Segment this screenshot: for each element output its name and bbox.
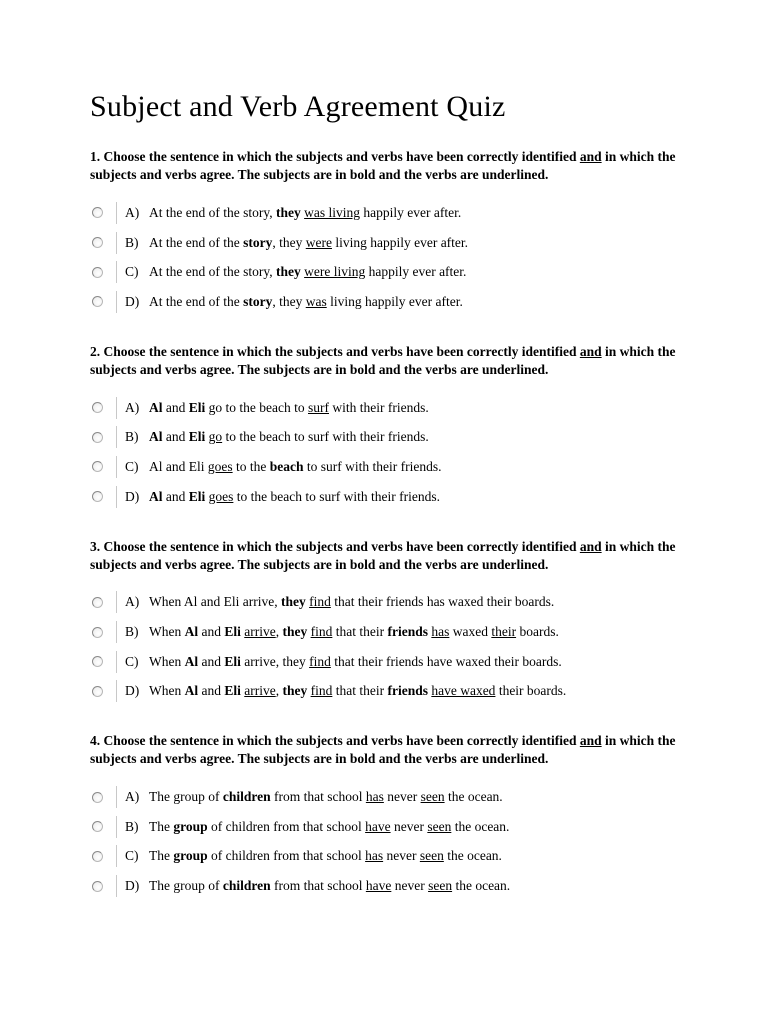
option-divider: [116, 202, 117, 224]
answer-option[interactable]: [90, 677, 708, 707]
option-text-segment: to the beach to surf with their friends.: [222, 429, 429, 445]
prompt-text: 3. Choose the sentence in which the subjects and verbs have been correctly identified: [90, 538, 580, 554]
subject-bold: they: [282, 624, 308, 640]
radio-button-icon[interactable]: [92, 597, 103, 608]
answer-option[interactable]: [90, 842, 708, 872]
verb-underlined: was living: [304, 204, 360, 220]
option-divider: [116, 845, 117, 867]
option-divider: [116, 232, 117, 254]
option-divider: [116, 651, 117, 673]
question-prompt: [90, 538, 708, 574]
prompt-text: in which the subjects and verbs agree. The subjects are in bold and the verbs are underlined.: [90, 343, 676, 377]
option-text-segment: boards.: [516, 624, 559, 640]
option-letter: A): [125, 204, 140, 220]
answer-option[interactable]: [90, 647, 708, 677]
answer-option[interactable]: [90, 588, 708, 618]
option-text: [149, 263, 466, 281]
subject-bold: Eli: [224, 624, 241, 640]
option-text-segment: that their: [332, 624, 388, 640]
option-divider: [116, 261, 117, 283]
prompt-text: in which the subjects and verbs agree. The subjects are in bold and the verbs are underlined.: [90, 733, 676, 767]
verb-underlined: arrive: [244, 624, 276, 640]
answer-option[interactable]: [90, 782, 708, 812]
question-prompt: [90, 148, 708, 184]
prompt-text: 2. Choose the sentence in which the subjects and verbs have been correctly identified: [90, 343, 580, 359]
verb-underlined: seen: [419, 848, 444, 864]
option-text-segment: living happily ever after.: [331, 234, 469, 250]
subject-bold: story: [243, 293, 273, 309]
option-text: [149, 204, 461, 222]
answer-option[interactable]: [90, 812, 708, 842]
answer-option[interactable]: [90, 228, 708, 258]
option-text: [149, 399, 429, 417]
subject-bold: Al: [149, 429, 163, 445]
radio-button-icon[interactable]: [92, 627, 103, 638]
subject-bold: beach: [269, 458, 304, 474]
option-text-segment: from that school: [270, 878, 366, 894]
option-text-segment: that their friends have waxed their boards.: [330, 653, 562, 669]
radio-button-icon[interactable]: [92, 851, 103, 862]
subject-bold: Al: [149, 399, 163, 415]
verb-underlined: arrive: [244, 683, 276, 699]
verb-underlined: seen: [428, 878, 453, 894]
option-text-segment: that their: [332, 683, 388, 699]
option-text-segment: of children from that school: [207, 818, 366, 834]
subject-bold: Eli: [188, 429, 206, 445]
subject-bold: Al: [184, 653, 199, 669]
option-divider: [116, 456, 117, 478]
option-text-segment: the ocean.: [444, 789, 503, 805]
question-2: [90, 343, 708, 512]
verb-underlined: has: [365, 789, 384, 805]
answer-options: [90, 393, 708, 512]
subject-bold: Eli: [188, 488, 206, 504]
verb-underlined: were: [305, 234, 332, 250]
prompt-underlined-word: and: [579, 733, 602, 749]
subject-bold: Al: [149, 488, 163, 504]
option-text-segment: from that school: [270, 789, 366, 805]
radio-button-icon[interactable]: [92, 207, 103, 218]
option-letter: D): [125, 293, 140, 309]
verb-underlined: have: [365, 818, 391, 834]
option-text: [149, 682, 566, 700]
question-list: [90, 148, 708, 901]
option-text: [149, 293, 463, 311]
option-text-segment: go to the beach to: [205, 399, 308, 415]
radio-button-icon[interactable]: [92, 432, 103, 443]
option-text-segment: living happily ever after.: [326, 293, 463, 309]
option-text-segment: the ocean.: [452, 878, 511, 894]
verb-underlined: has: [365, 848, 384, 864]
radio-button-icon[interactable]: [92, 402, 103, 413]
verb-underlined: was: [305, 293, 327, 309]
question-1: [90, 148, 708, 317]
radio-button-icon[interactable]: [92, 656, 103, 667]
prompt-text: in which the subjects and verbs agree. The subjects are in bold and the verbs are underlined.: [90, 538, 676, 572]
prompt-underlined-word: and: [579, 149, 602, 164]
subject-bold: they: [275, 204, 301, 220]
subject-bold: they: [282, 683, 308, 699]
option-text: [149, 788, 503, 806]
verb-underlined: goes: [207, 458, 233, 474]
verb-underlined: find: [309, 653, 331, 669]
option-text: [149, 847, 502, 865]
option-letter: A): [125, 594, 140, 610]
option-text-segment: to the beach to surf with their friends.: [233, 488, 440, 504]
subject-bold: children: [222, 789, 271, 805]
prompt-text: 1. Choose the sentence in which the subjects and verbs have been correctly identified: [90, 149, 580, 164]
answer-option[interactable]: [90, 393, 708, 423]
question-prompt: [90, 732, 708, 768]
subject-bold: Eli: [188, 399, 206, 415]
verb-underlined: were living: [304, 264, 366, 280]
verb-underlined: has: [431, 624, 450, 640]
option-divider: [116, 621, 117, 643]
option-text-segment: At the end of the story,: [149, 264, 276, 280]
option-text-segment: with their friends.: [329, 399, 429, 415]
prompt-underlined-word: and: [579, 343, 602, 359]
option-letter: A): [125, 789, 140, 805]
option-text-segment: When: [149, 653, 185, 669]
option-divider: [116, 591, 117, 613]
option-text-segment: never: [383, 848, 420, 864]
option-letter: B): [125, 818, 139, 834]
option-text-segment: When: [149, 683, 185, 699]
option-text-segment: to surf with their friends.: [303, 458, 442, 474]
option-letter: C): [125, 848, 139, 864]
option-letter: C): [125, 264, 139, 280]
option-text: [149, 877, 510, 895]
question-3: [90, 538, 708, 707]
prompt-text: in which the subjects and verbs agree. The subjects are in bold and the verbs are underlined.: [90, 149, 676, 182]
radio-button-icon[interactable]: [92, 461, 103, 472]
option-letter: C): [125, 458, 139, 474]
radio-button-icon[interactable]: [92, 881, 103, 892]
prompt-text: 4. Choose the sentence in which the subjects and verbs have been correctly identified: [90, 733, 580, 749]
option-text: [149, 488, 440, 506]
option-text: [149, 234, 468, 252]
subject-bold: they: [280, 594, 306, 610]
option-letter: C): [125, 653, 139, 669]
verb-underlined: their: [491, 624, 517, 640]
answer-options: [90, 198, 708, 317]
question-prompt: [90, 343, 708, 379]
option-divider: [116, 291, 117, 313]
option-text-segment: The: [149, 818, 174, 834]
option-text-segment: of children from that school: [207, 848, 366, 864]
radio-button-icon[interactable]: [92, 792, 103, 803]
option-text-segment: to the: [232, 458, 270, 474]
option-text: [149, 818, 509, 836]
option-letter: D): [125, 878, 140, 894]
subject-bold: group: [173, 848, 208, 864]
option-text-segment: never: [391, 878, 429, 894]
option-text-segment: and: [162, 399, 189, 415]
option-text-segment: , they: [272, 234, 306, 250]
subject-bold: friends: [387, 683, 428, 699]
option-text-segment: The: [149, 848, 174, 864]
option-text-segment: never: [383, 789, 421, 805]
option-text-segment: The group of: [149, 789, 223, 805]
option-text-segment: their boards.: [495, 683, 567, 699]
option-text-segment: ,: [275, 683, 283, 699]
subject-bold: children: [222, 878, 271, 894]
option-text-segment: When: [149, 624, 185, 640]
option-divider: [116, 426, 117, 448]
option-text: [149, 593, 554, 611]
option-text-segment: At the end of the story,: [149, 204, 276, 220]
subject-bold: friends: [387, 624, 428, 640]
subject-bold: Al: [184, 683, 199, 699]
option-letter: B): [125, 234, 139, 250]
verb-underlined: surf: [308, 399, 329, 415]
option-text-segment: the ocean.: [451, 818, 510, 834]
prompt-underlined-word: and: [579, 538, 602, 554]
verb-underlined: have: [365, 878, 392, 894]
subject-bold: group: [173, 818, 208, 834]
verb-underlined: find: [309, 594, 331, 610]
option-letter: D): [125, 488, 140, 504]
option-letter: D): [125, 683, 140, 699]
answer-option[interactable]: [90, 617, 708, 647]
option-text-segment: ,: [275, 624, 283, 640]
answer-options: [90, 782, 708, 901]
radio-button-icon[interactable]: [92, 821, 103, 832]
answer-option[interactable]: [90, 452, 708, 482]
verb-underlined: goes: [208, 488, 234, 504]
option-text-segment: When Al and Eli arrive,: [149, 594, 281, 610]
answer-option[interactable]: [90, 871, 708, 901]
option-text-segment: and: [162, 488, 189, 504]
option-text-segment: and: [198, 683, 225, 699]
option-text-segment: that their friends has waxed their boards.: [330, 594, 555, 610]
option-letter: A): [125, 399, 140, 415]
option-text-segment: , they: [272, 293, 306, 309]
option-text-segment: At the end of the: [149, 234, 244, 250]
option-text-segment: The group of: [149, 878, 223, 894]
answer-option[interactable]: [90, 422, 708, 452]
option-text-segment: happily ever after.: [359, 204, 462, 220]
subject-bold: Eli: [224, 683, 241, 699]
radio-button-icon[interactable]: [92, 686, 103, 697]
option-letter: B): [125, 429, 139, 445]
verb-underlined: seen: [427, 818, 452, 834]
verb-underlined: find: [310, 624, 333, 640]
option-text-segment: happily ever after.: [365, 264, 467, 280]
page-title: Subject and Verb Agreement Quiz: [90, 90, 506, 123]
option-text-segment: and: [162, 429, 189, 445]
answer-option[interactable]: [90, 287, 708, 317]
option-text-segment: Al and Eli: [149, 458, 208, 474]
radio-button-icon[interactable]: [92, 267, 103, 278]
option-text-segment: At the end of the: [149, 293, 244, 309]
answer-option[interactable]: [90, 198, 708, 228]
option-divider: [116, 786, 117, 808]
option-text: [149, 458, 441, 476]
question-4: [90, 732, 708, 901]
option-text-segment: waxed: [449, 624, 492, 640]
radio-button-icon[interactable]: [92, 237, 103, 248]
option-text-segment: and: [198, 653, 225, 669]
verb-underlined: have waxed: [431, 683, 496, 699]
option-text: [149, 653, 562, 671]
subject-bold: Al: [184, 624, 199, 640]
option-text-segment: the ocean.: [443, 848, 502, 864]
option-divider: [116, 680, 117, 702]
answer-option[interactable]: [90, 257, 708, 287]
option-divider: [116, 875, 117, 897]
verb-underlined: find: [310, 683, 333, 699]
option-letter: B): [125, 624, 139, 640]
option-divider: [116, 486, 117, 508]
verb-underlined: go: [208, 429, 223, 445]
option-text: [149, 428, 429, 446]
subject-bold: Eli: [224, 653, 241, 669]
answer-option[interactable]: [90, 482, 708, 512]
radio-button-icon[interactable]: [92, 296, 103, 307]
answer-options: [90, 588, 708, 707]
option-text-segment: never: [390, 818, 428, 834]
subject-bold: story: [243, 234, 273, 250]
option-text: [149, 623, 559, 641]
verb-underlined: seen: [420, 789, 445, 805]
option-divider: [116, 816, 117, 838]
subject-bold: they: [275, 264, 301, 280]
radio-button-icon[interactable]: [92, 491, 103, 502]
option-text-segment: and: [198, 624, 225, 640]
option-divider: [116, 397, 117, 419]
option-text-segment: arrive, they: [240, 653, 310, 669]
